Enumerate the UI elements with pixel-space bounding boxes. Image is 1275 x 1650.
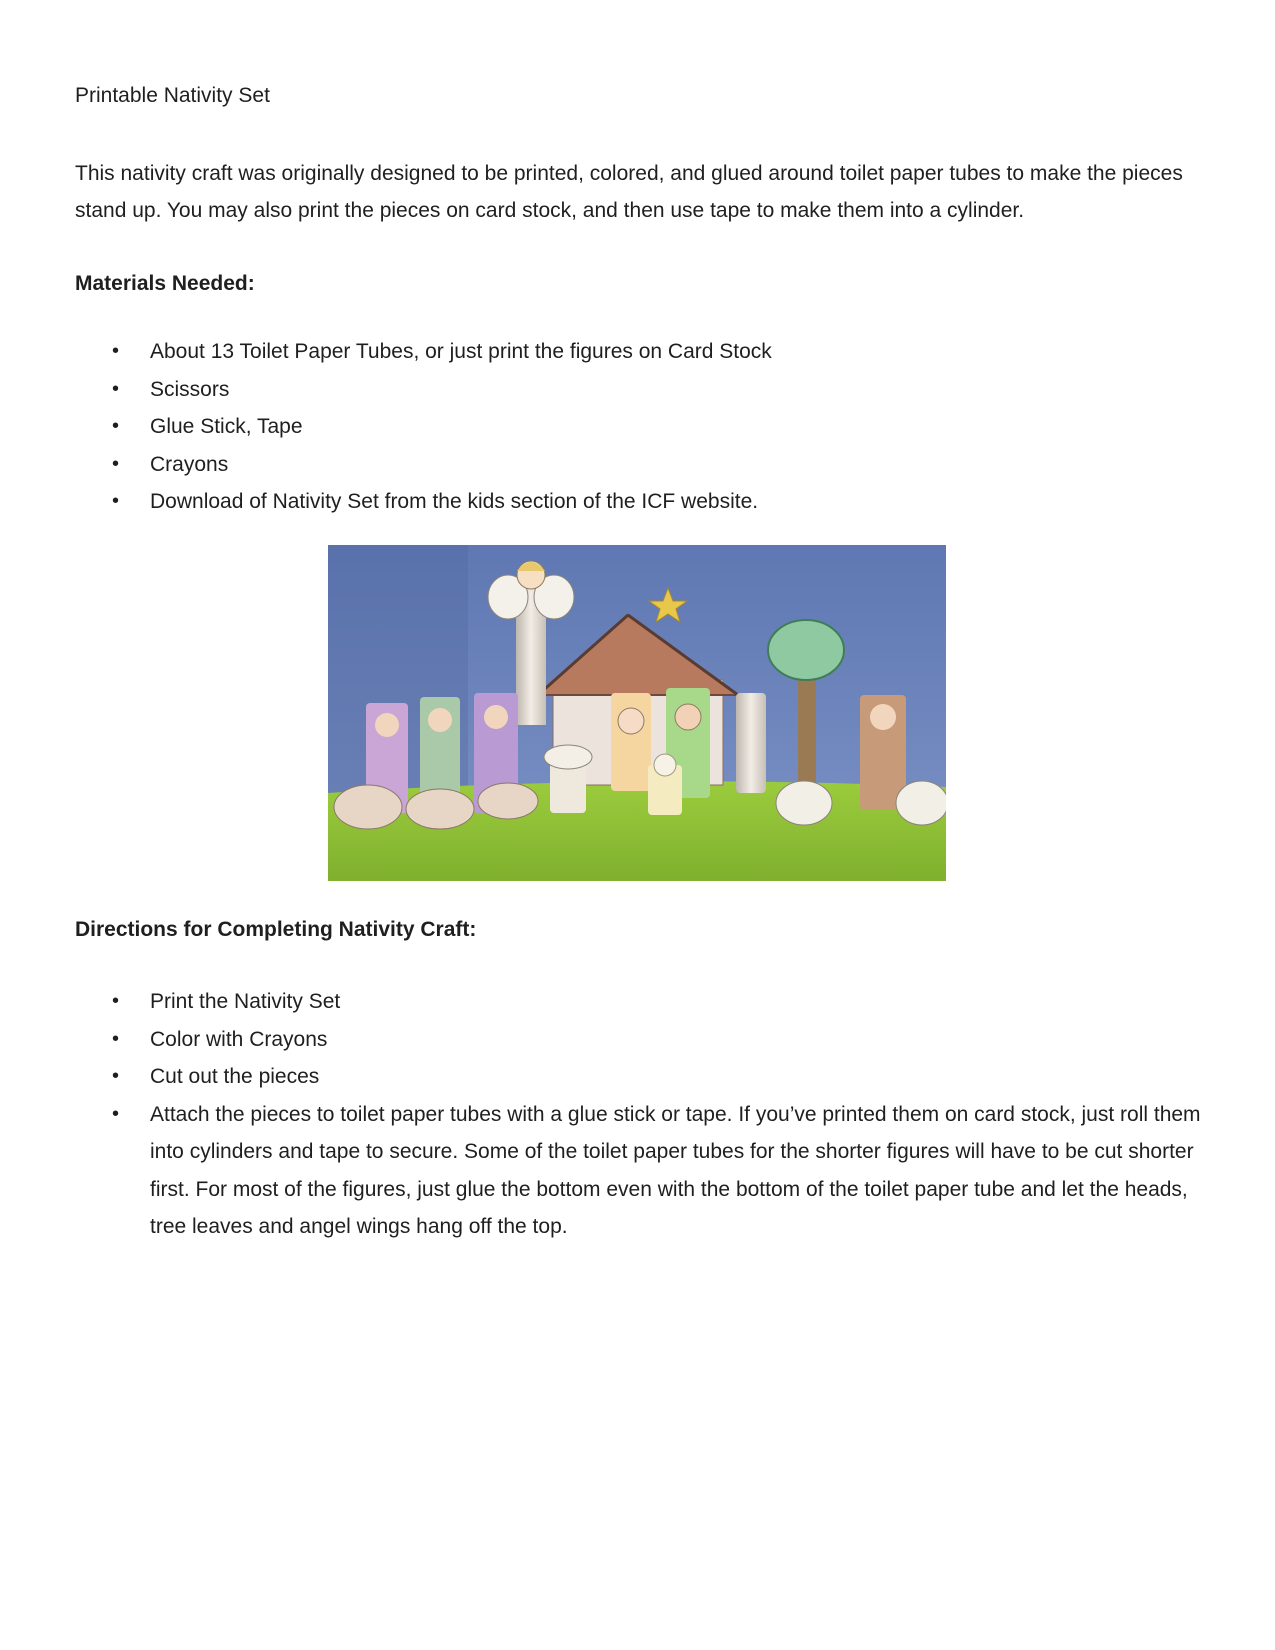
list-item: • Print the Nativity Set (75, 983, 1205, 1021)
list-item: • Attach the pieces to toilet paper tubes with a glue stick or tape. If you’ve printed them on card stock, just roll them into cylinders and tape to secure. Some of the toilet paper tubes for the shorter figures will have to be cut shorter first. For most of the figures, just glue the bottom even with the bottom of the toilet paper tube and let the heads, tree leaves and angel wings hang off the top. (75, 1096, 1205, 1246)
materials-heading: Materials Needed: (75, 272, 255, 295)
directions-list (75, 983, 1205, 1246)
nativity-photo (328, 545, 946, 881)
list-item: • Color with Crayons (75, 1021, 1205, 1059)
intro-paragraph: This nativity craft was originally designed to be printed, colored, and glued around toilet paper tubes to make the pieces stand up. You may also print the pieces on card stock, and then use tape to make them into a cylinder. (75, 162, 1183, 222)
directions-heading: Directions for Completing Nativity Craft: (75, 918, 477, 941)
list-item: • Crayons (75, 446, 1205, 484)
materials-list (75, 333, 1205, 521)
list-item: • Scissors (75, 371, 1205, 409)
list-item: • Cut out the pieces (75, 1058, 1205, 1096)
list-item: • Download of Nativity Set from the kids section of the ICF website. (75, 483, 1205, 521)
list-item: • Glue Stick, Tape (75, 408, 1205, 446)
list-item: • About 13 Toilet Paper Tubes, or just print the figures on Card Stock (75, 333, 1205, 371)
document-title: Printable Nativity Set (75, 84, 270, 107)
